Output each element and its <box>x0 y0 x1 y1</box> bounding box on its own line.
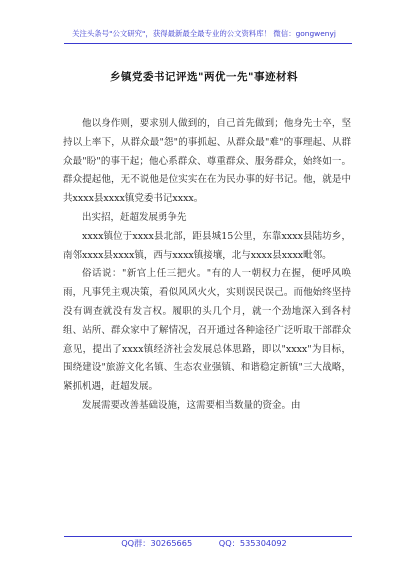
header-divider <box>64 43 352 44</box>
document-body <box>63 115 351 416</box>
document-title: 乡镇党委书记评选"两优一先"事迹材料 <box>110 71 298 83</box>
section-heading: 出实招，赶超发展勇争先 <box>82 211 187 223</box>
paragraph-proverb: 俗话说："新官上任三把火。"有的人一朝权力在握，便呼风唤雨，凡事凭主观决策，看似风风火火，实则误民误己。而他始终坚持没有调查就没有发言权。履职的头几个月，就一个劲地深入到各村组、站所、群众家中了解情况，召开通过各种途径广泛听取干部群众意见，提出了xxxx镇经济社会发展总体思路，即以"xxxx"为目标，围绕建设"旅游文化名镇、生态农业强镇、和谐稳定新镇"三大战略，紧抓机遇，赶超发展。 <box>63 268 351 393</box>
header-banner: 关注头条号"公文研究"，获得最新最全最专业的公文资料库！ 微信：gongwenyj <box>72 29 336 38</box>
paragraph-intro: 他以身作则，要求别人做到的，自己首先做到；他身先士卒，坚持以上率下，从群众最"怨"的事抓起、从群众最"难"的事理起、从群众最"盼"的事干起；他心系群众、尊重群众、服务群众，始终如一。群众提起他，无不说他是位实实在在为民办事的好书记。他，就是中共xxxx县xxxx镇党委书记xxxx。 <box>63 118 351 205</box>
paragraph-location: xxxx镇位于xxxx县北部，距县城15公里，东靠xxxx县陆坊乡，南邻xxxx县xxxx镇，西与xxxx镇接壤，北与xxxx县xxxx毗邻。 <box>63 230 351 261</box>
footer-qq: QQ：535304092 <box>218 538 287 548</box>
footer-divider <box>64 536 352 537</box>
paragraph-funding: 发展需要改善基础设施，这需要相当数量的资金。由 <box>82 399 301 411</box>
footer-contact <box>0 538 408 549</box>
footer-qq-group: QQ群：30265665 <box>121 538 193 548</box>
